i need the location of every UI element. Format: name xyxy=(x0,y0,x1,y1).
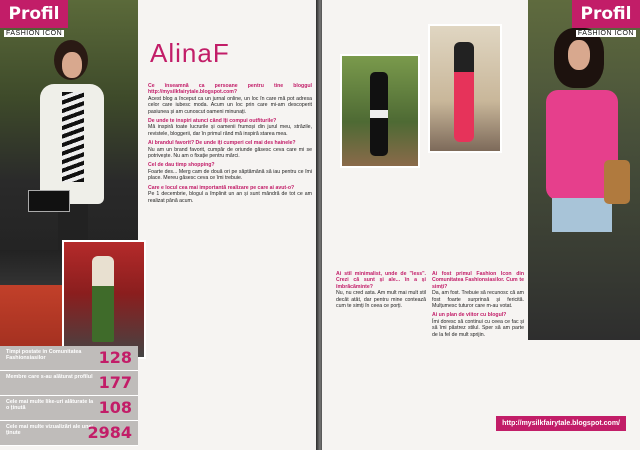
interview-column-right-2 xyxy=(432,268,524,338)
stat-value: 2984 xyxy=(87,423,132,442)
profil-badge: Profil xyxy=(0,0,68,28)
answer: Îmi doresc să continui cu ceea ce fac și să îmi păstrez stilul. Sper să am parte de la fel de mult sprijin. xyxy=(432,318,524,338)
stat-value: 177 xyxy=(98,373,132,392)
question: Ce înseamnă ca persoane pentru tine bloggul http://mysilkfairytale.blogspot.com? xyxy=(148,83,312,96)
answer: Mă inspiră toate lucrurile și oamenii frumoși din jurul meu, străzile, revistele, bloggerii, dar în primul rând mă inspiră starea mea. xyxy=(148,124,312,137)
model-figure-small xyxy=(454,42,474,142)
fashion-icon-label: FASHION ICON xyxy=(6,30,63,37)
stat-value: 108 xyxy=(98,398,132,417)
question: Ai un plan de viitor cu blogul? xyxy=(432,312,507,319)
right-page xyxy=(322,0,640,450)
interview-column-left xyxy=(148,80,312,204)
question: De unde te inspiri atunci când îți compui outfiturile? xyxy=(148,118,277,125)
left-page xyxy=(0,0,318,450)
stat-label: Cele mai multe vizualizări ale unei ținute xyxy=(6,424,93,437)
stat-row xyxy=(0,371,138,396)
stat-row xyxy=(0,396,138,421)
question: Ai stil minimalist, unde de "less". Crezi că sunt și ale... în a și îmbrăcăminte? xyxy=(336,271,426,290)
answer: Nu am un brand favorit, cumpăr de oriunde găsesc ceva care mi se potrivește. Nu am o fixație pentru mărci. xyxy=(148,146,312,160)
model-figure xyxy=(538,20,628,320)
question: Care e locul cea mai importantă realizare pe care ai avut-o? xyxy=(148,184,295,191)
model-figure-small xyxy=(370,72,388,156)
stat-row xyxy=(0,421,138,446)
question: Ai fost primul Fashion Icon din Comunitatea Fashionsiasilor. Cum te simți? xyxy=(432,271,524,290)
photo-garden-outfit xyxy=(340,54,420,168)
model-face xyxy=(568,40,590,70)
stat-value: 128 xyxy=(98,348,132,367)
stats-table xyxy=(0,346,138,446)
stat-label: Membre care s-au alăturat profilul xyxy=(6,374,93,380)
answer: Pe 1 decembrie, blogul a împlinit un an și sunt mândră de tot ce am realizat până acum. xyxy=(148,191,312,204)
answer: Nu, nu cred asta. Am mult mai mult stil decât atât, dar pentru mine contează cum te simți în ceea ce porți. xyxy=(336,290,426,310)
model-top xyxy=(62,92,84,182)
model-bag xyxy=(604,160,630,204)
profil-badge: Profil xyxy=(572,0,640,28)
hero-photo-right xyxy=(528,0,640,340)
blog-link[interactable]: http://mysilkfairytale.blogspot.com/ xyxy=(496,416,626,431)
question: Ai brandul favorit? De unde iți cumperi cel mai des hainele? xyxy=(148,140,296,147)
model-face xyxy=(62,52,82,78)
answer: Foarte des... Merg cam de două ori pe săptămână să iau pentru ce îmi place. Mereu găsesc ceva ce îmi trebuie. xyxy=(148,168,312,182)
stat-label: Timpi postate in Comunitatea Fashionsiasilor xyxy=(6,349,82,362)
fashion-icon-label: FASHION ICON xyxy=(577,30,634,37)
photo-green-skirt xyxy=(62,240,146,359)
photo-pink-skirt xyxy=(428,24,502,153)
model-figure-small xyxy=(92,256,114,342)
question: Cel de dau timp shopping? xyxy=(148,162,215,169)
answer: Acest blog a început ca un jurnal online, un loc în care mă pot adresa celor care iubesc moda. Acum un loc prin care mi-am descoperit pasiunea și am cunoscut oameni minunați. xyxy=(148,95,312,115)
page-title: AlinaF xyxy=(150,38,230,68)
interview-column-right-1 xyxy=(336,268,426,309)
stat-label: Cele mai multe like-uri alăturate la o ținută xyxy=(6,399,94,412)
stat-row xyxy=(0,346,138,371)
answer: Da, am fost. Trebuie să recunosc că am fost foarte surprinsă și fericită. Mulțumesc tuturor care m-au votat. xyxy=(432,290,524,310)
photo-red-outfit xyxy=(0,250,62,350)
model-clutch xyxy=(28,190,70,212)
model-shorts xyxy=(552,198,612,232)
